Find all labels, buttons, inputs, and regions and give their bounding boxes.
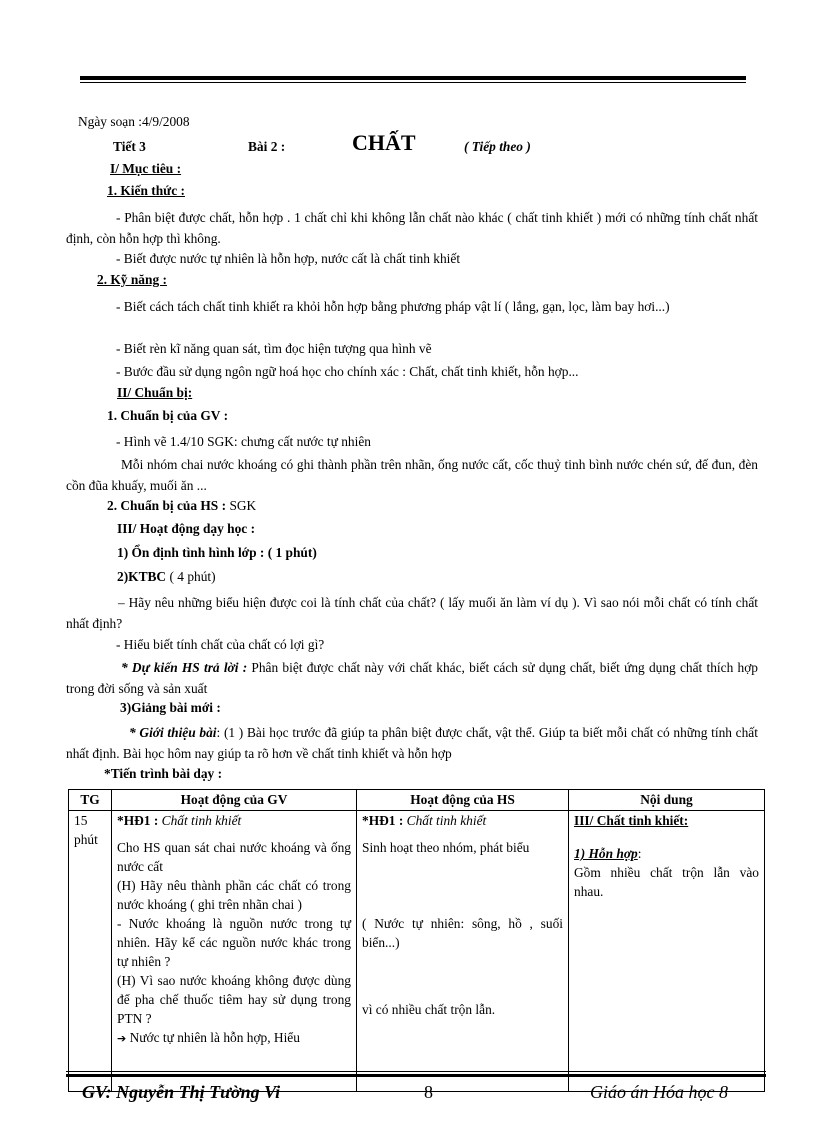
footer-book-title: Giáo án Hóa học 8 <box>590 1082 728 1102</box>
header-content: Nội dung <box>569 790 765 811</box>
hs-cell <box>357 811 569 1092</box>
knowledge-item-1: - Phân biệt được chất, hỗn hợp . 1 chất chỉ khi không lẫn chất nào khác ( chất tinh khiết ) mới có những tính chất nhất định, còn hỗn hợp thì không. <box>66 210 758 246</box>
progress-heading: *Tiến trình bài dạy : <box>104 766 223 781</box>
expected-answer <box>66 657 758 699</box>
time-cell <box>69 811 112 1092</box>
stabilize-line: 1) Ổn định tình hình lớp : ( 1 phút) <box>117 545 317 560</box>
knowledge-heading: 1. Kiến thức : <box>107 183 185 198</box>
hs-line-2: ( Nước tự nhiên: sông, hồ , suối biển...) <box>362 916 563 950</box>
lesson-plan-table <box>68 789 765 1092</box>
table-header-row <box>69 790 765 811</box>
gv-line-2: (H) Hãy nêu thành phần các chất có trong nước khoáng ( ghi trên nhãn chai ) <box>117 878 351 912</box>
lesson-number: Tiết 3 <box>113 139 146 154</box>
prep-hs-heading: 2. Chuẩn bị của HS : <box>107 498 227 513</box>
arrow-right-icon: ➔ <box>117 1032 127 1045</box>
prep-heading: II/ Chuẩn bị: <box>117 385 193 400</box>
gv-cell <box>112 811 357 1092</box>
skills-item-1: - Biết cách tách chất tinh khiết ra khỏi hỗn hợp bằng phương pháp vật lí ( lắng, gạn, lọc, làm bay hơi...) <box>116 299 670 314</box>
content-cell <box>569 811 765 1092</box>
title-note: ( Tiếp theo ) <box>464 139 531 154</box>
footer-page-number: 8 <box>424 1082 433 1102</box>
gv-line-1: Cho HS quan sát chai nước khoáng và ống nước cất <box>117 840 351 874</box>
gv-line-4: (H) Vì sao nước khoáng không được dùng để pha chế thuốc tiêm hay sử dụng trong PTN ? <box>117 973 351 1026</box>
page-title: CHẤT <box>352 130 416 155</box>
prep-gv-item-1: - Hình vẽ 1.4/10 SGK: chưng cất nước tự nhiên <box>116 434 371 449</box>
expected-label: * Dự kiến HS trả lời : <box>121 660 248 675</box>
intro-paragraph <box>66 722 758 764</box>
gv-activity-title: *HĐ1 : Chất tinh khiết <box>117 813 242 828</box>
header-rule-thick <box>80 76 746 80</box>
time-value: 15 phút <box>74 813 98 847</box>
check-line <box>117 569 216 585</box>
content-subheading-line: 1) Hỗn hợp: <box>574 846 642 861</box>
prep-date: Ngày soạn :4/9/2008 <box>78 114 190 129</box>
content-title: III/ Chất tinh khiết: <box>574 813 689 828</box>
header-hs-activity: Hoạt động của HS <box>357 790 569 811</box>
header-gv-activity: Hoạt động của GV <box>112 790 357 811</box>
intro-time: : (1 ) <box>216 725 247 740</box>
prep-gv-heading: 1. Chuẩn bị của GV : <box>107 408 229 423</box>
check-question-2: - Hiểu biết tính chất của chất có lợi gì? <box>116 637 325 652</box>
table-row <box>69 811 765 1092</box>
check-heading: 2)KTBC <box>117 569 167 584</box>
footer-author: GV: Nguyễn Thị Tường Vi <box>82 1082 281 1102</box>
footer-rule-thick <box>66 1074 766 1077</box>
check-question-1: – Hãy nêu những biểu hiện được coi là tính chất của chất? ( lấy muối ăn làm ví dụ ). Vì sao nói mỗi chất có tính chất nhất định? <box>66 595 758 631</box>
intro-text: Bài học trước đã giúp ta phân biệt được chất, vật thể. Giúp ta biết mỗi chất có những tính chất nhất định. Bài học hôm nay giúp ta rõ hơn về chất tinh khiết và hỗn hợp <box>66 725 758 761</box>
new-lesson-heading: 3)Giảng bài mới : <box>120 700 221 715</box>
hs-activity-title: *HĐ1 : Chất tinh khiết <box>362 813 487 828</box>
skills-item-2: - Biết rèn kĩ năng quan sát, tìm đọc hiện tượng qua hình vẽ <box>116 341 432 356</box>
intro-label: * Giới thiệu bài <box>129 725 217 740</box>
skills-item-3: - Bước đầu sử dụng ngôn ngữ hoá học cho chính xác : Chất, chất tinh khiết, hỗn hợp... <box>116 364 579 379</box>
header-time: TG <box>69 790 112 811</box>
hs-line-3: vì có nhiều chất trộn lẫn. <box>362 1002 496 1017</box>
check-time: ( 4 phút) <box>169 569 216 584</box>
gv-line-5: ➔ Nước tự nhiên là hỗn hợp, Hiểu <box>117 1030 300 1045</box>
gv-line-3: - Nước khoáng là nguồn nước trong tự nhiên. Hãy kể các nguồn nước khác trong tự nhiên ? <box>117 916 351 969</box>
prep-gv-item-2: Mỗi nhóm chai nước khoáng có ghi thành phần trên nhãn, ống nước cất, cốc thuỷ tinh bình nước chén sứ, đế đun, đèn cồn đũa khuấy, muối ăn ... <box>66 457 758 493</box>
expected-text: Phân biệt được chất này với chất khác, biết cách sử dụng chất, biết ứng dụng chất thích hợp trong đời sống và sản xuất <box>66 660 758 696</box>
footer-rule-thin <box>66 1071 766 1072</box>
prep-hs-line <box>107 498 256 514</box>
skills-heading: 2. Kỹ năng : <box>97 272 167 287</box>
activities-heading: III/ Hoạt động dạy học : <box>117 521 256 536</box>
content-text: Gồm nhiều chất trộn lẫn vào nhau. <box>574 865 759 899</box>
content-subheading: 1) Hỗn hợp <box>574 846 638 861</box>
objectives-heading: I/ Mục tiêu : <box>110 161 182 176</box>
header-rule-thin <box>80 82 746 83</box>
prep-hs-value: SGK <box>229 498 257 513</box>
hs-line-1: Sinh hoạt theo nhóm, phát biểu <box>362 840 530 855</box>
knowledge-item-2: - Biết được nước tự nhiên là hỗn hợp, nước cất là chất tinh khiết <box>116 251 461 266</box>
lesson-label: Bài 2 : <box>248 139 286 154</box>
